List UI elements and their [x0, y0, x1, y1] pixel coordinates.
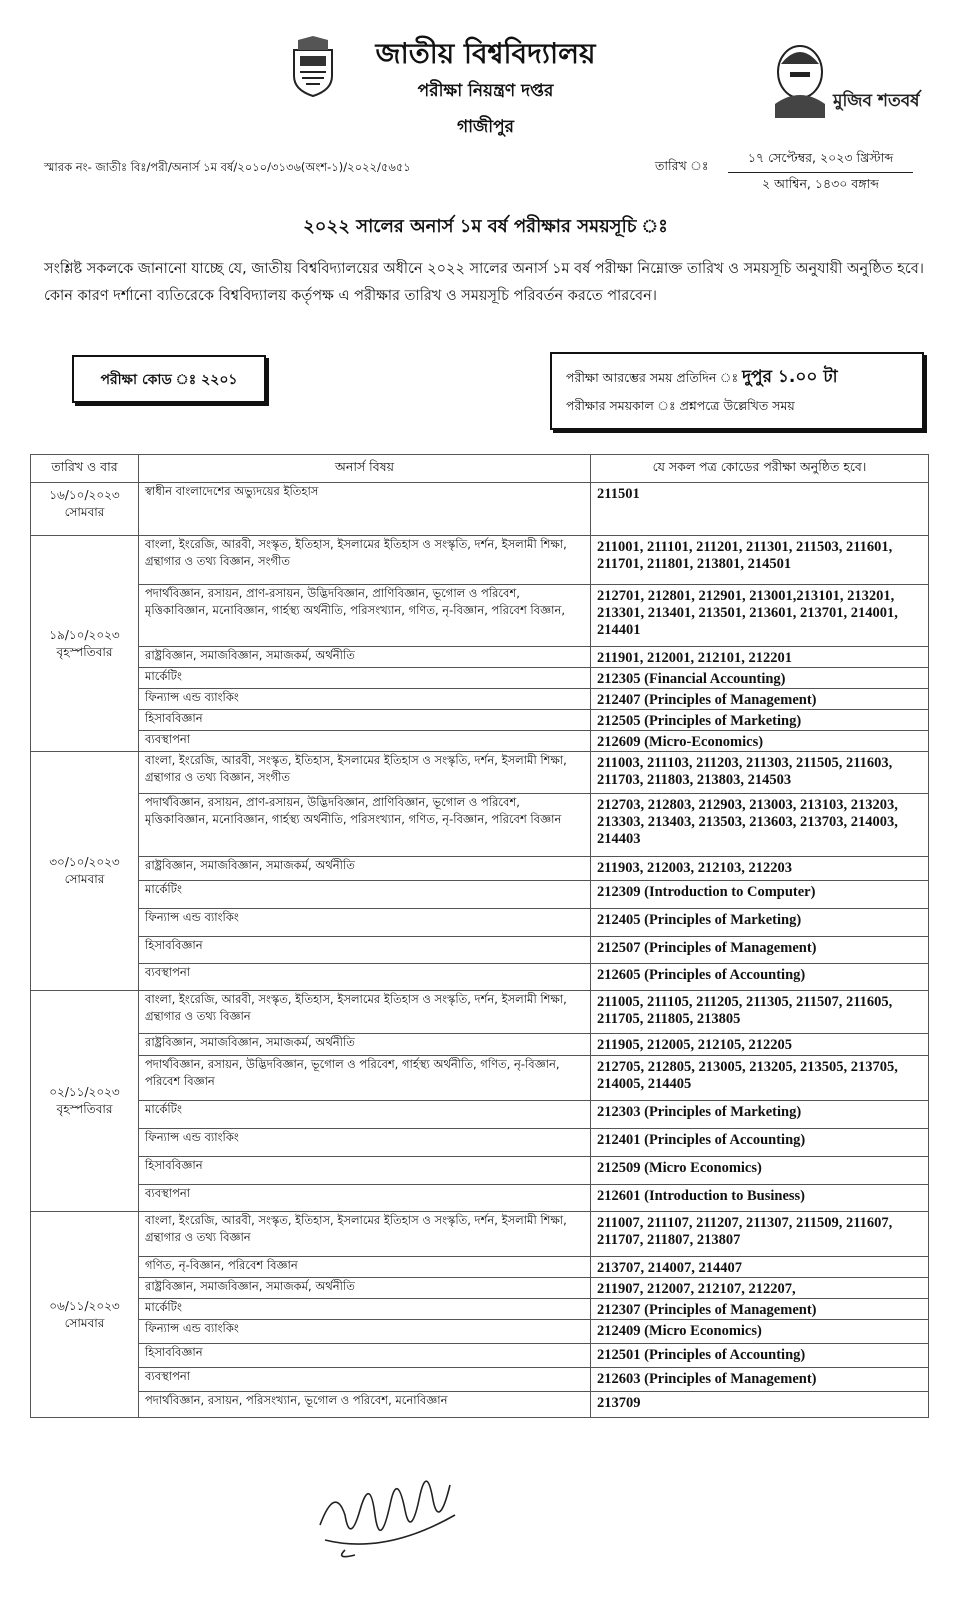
subject-cell: মার্কেটিং	[139, 668, 591, 689]
intro-paragraph: সংশ্লিষ্ট সকলকে জানানো যাচ্ছে যে, জাতীয় বিশ্ববিদ্যালয়ের অধীনে ২০২২ সালের অনার্স ১ম বর্ষ পরীক্ষা নিম্নোক্ত তারিখ ও সময়সূচি অনুযায়ী অনুষ্ঠিত হবে। কোন কারণ দর্শানো ব্যতিরেকে বিশ্ববিদ্যালয় কর্তৃপক্ষ এ পরীক্ষার তারিখ ও সময়সূচি পরিবর্তন করতে পারবেন।	[44, 261, 924, 304]
table-row	[31, 1101, 929, 1129]
subject-cell: পদার্থবিজ্ঞান, রসায়ন, উদ্ভিদবিজ্ঞান, ভূগোল ও পরিবেশ, গার্হস্থ্য অর্থনীতি, গণিত, নৃ-বিজ্ঞান, পরিবেশ বিজ্ঞান	[139, 1056, 591, 1101]
exam-day-cell	[31, 536, 139, 752]
paper-codes-cell: 212705, 212805, 213005, 213205, 213505, 213705, 214005, 214405	[591, 1056, 929, 1101]
paper-codes-cell: 212305 (Financial Accounting)	[591, 668, 929, 689]
subject-cell: বাংলা, ইংরেজি, আরবী, সংস্কৃত, ইতিহাস, ইসলামের ইতিহাস ও সংস্কৃতি, দর্শন, ইসলামী শিক্ষা, গ্রন্থাগার ও তথ্য বিজ্ঞান, সংগীত	[139, 752, 591, 794]
exam-day-cell	[31, 991, 139, 1212]
exam-date: ০৬/১১/২০২৩	[49, 1298, 120, 1313]
paper-codes-cell: 211003, 211103, 211203, 211303, 211505, 211603, 211703, 211803, 213803, 214503	[591, 752, 929, 794]
table-row	[31, 1034, 929, 1056]
start-time-label: পরীক্ষা আরম্ভের সময় প্রতিদিন ঃ	[566, 370, 739, 385]
table-row	[31, 1157, 929, 1185]
table-row	[31, 647, 929, 668]
table-row	[31, 585, 929, 647]
subject-cell: পদার্থবিজ্ঞান, রসায়ন, প্রাণ-রসায়ন, উদ্ভিদবিজ্ঞান, প্রাণিবিজ্ঞান, ভূগোল ও পরিবেশ, মৃত্তিকাবিজ্ঞান, মনোবিজ্ঞান, গার্হস্থ্য অর্থনীতি, পরিসংখ্যান, গণিত, নৃ-বিজ্ঞান, পরিবেশ বিজ্ঞান,	[139, 585, 591, 647]
table-row	[31, 794, 929, 857]
paper-codes-cell: 211001, 211101, 211201, 211301, 211503, 211601, 211701, 211801, 213801, 214501	[591, 536, 929, 585]
start-time-row	[566, 364, 838, 392]
paper-codes-cell: 212501 (Principles of Accounting)	[591, 1344, 929, 1368]
paper-codes-cell: 211901, 212001, 212101, 212201	[591, 647, 929, 668]
paper-codes-cell: 212407 (Principles of Management)	[591, 689, 929, 710]
subject-cell: মার্কেটিং	[139, 1299, 591, 1320]
paper-codes-cell: 212505 (Principles of Marketing)	[591, 710, 929, 731]
schedule-title: ২০২২ সালের অনার্স ১ম বর্ষ পরীক্ষার সময়সূচি ঃ	[303, 216, 668, 237]
subject-cell: হিসাববিজ্ঞান	[139, 937, 591, 964]
header-codes: যে সকল পত্র কোডের পরীক্ষা অনুষ্ঠিত হবে।	[591, 455, 929, 483]
table-row	[31, 1368, 929, 1392]
paper-codes-cell: 212605 (Principles of Accounting)	[591, 964, 929, 991]
signature	[315, 1455, 465, 1565]
table-row	[31, 1392, 929, 1418]
paper-codes-cell: 212601 (Introduction to Business)	[591, 1185, 929, 1212]
table-row	[31, 752, 929, 794]
paper-codes-cell: 212309 (Introduction to Computer)	[591, 881, 929, 909]
subject-cell: রাষ্ট্রবিজ্ঞান, সমাজবিজ্ঞান, সমাজকর্ম, অর্থনীতি	[139, 857, 591, 881]
paper-codes-cell: 211501	[591, 483, 929, 536]
paper-codes-cell: 212609 (Micro-Economics)	[591, 731, 929, 752]
table-row	[31, 1056, 929, 1101]
paper-codes-cell: 212701, 212801, 212901, 213001,213101, 213201, 213301, 213401, 213501, 213601, 213701, 214001, 214401	[591, 585, 929, 647]
subject-cell: ব্যবস্থাপনা	[139, 731, 591, 752]
exam-weekday: সোমবার	[64, 872, 105, 886]
table-row	[31, 909, 929, 937]
paper-codes-cell: 211905, 212005, 212105, 212205	[591, 1034, 929, 1056]
subject-cell: রাষ্ট্রবিজ্ঞান, সমাজবিজ্ঞান, সমাজকর্ম, অর্থনীতি	[139, 1278, 591, 1299]
exam-weekday: সোমবার	[64, 1315, 105, 1330]
exam-date: ৩০/১০/২০২৩	[49, 855, 120, 869]
subject-cell: ব্যবস্থাপনা	[139, 1185, 591, 1212]
date-gregorian: ১৭ সেপ্টেম্বর, ২০২৩ খ্রিস্টাব্দ	[728, 150, 913, 173]
exam-weekday: সোমবার	[64, 505, 105, 519]
subject-cell: ফিন্যান্স এন্ড ব্যাংকিং	[139, 909, 591, 937]
paper-codes-cell: 212507 (Principles of Management)	[591, 937, 929, 964]
table-row	[31, 731, 929, 752]
subject-cell: স্বাধীন বাংলাদেশের অভ্যুদয়ের ইতিহাস	[139, 483, 591, 536]
memo-number: স্মারক নং- জাতীঃ বিঃ/পরী/অনার্স ১ম বর্ষ/২০১০/৩১৩৬(অংশ-১)/২০২২/৫৬৫১	[44, 160, 411, 174]
header-subject: অনার্স বিষয়	[139, 455, 591, 483]
subject-cell: হিসাববিজ্ঞান	[139, 1344, 591, 1368]
exam-time-box	[550, 352, 924, 430]
table-row	[31, 710, 929, 731]
mujib-centenary-logo	[745, 34, 925, 118]
subject-cell: ব্যবস্থাপনা	[139, 1368, 591, 1392]
subject-cell: গণিত, নৃ-বিজ্ঞান, পরিবেশ বিজ্ঞান	[139, 1257, 591, 1278]
subject-cell: পদার্থবিজ্ঞান, রসায়ন, প্রাণ-রসায়ন, উদ্ভিদবিজ্ঞান, প্রাণিবিজ্ঞান, ভূগোল ও পরিবেশ, মৃত্তিকাবিজ্ঞান, মনোবিজ্ঞান, গার্হস্থ্য অর্থনীতি, পরিসংখ্যান, গণিত, নৃ-বিজ্ঞান, পরিবেশ বিজ্ঞান	[139, 794, 591, 857]
paper-codes-cell: 211903, 212003, 212103, 212203	[591, 857, 929, 881]
paper-codes-cell: 211907, 212007, 212107, 212207,	[591, 1278, 929, 1299]
table-row	[31, 689, 929, 710]
subject-cell: রাষ্ট্রবিজ্ঞান, সমাজবিজ্ঞান, সমাজকর্ম, অর্থনীতি	[139, 647, 591, 668]
table-row	[31, 881, 929, 909]
exam-date: ০২/১১/২০২৩	[49, 1085, 120, 1099]
exam-date: ১৬/১০/২০২৩	[49, 488, 120, 502]
table-row	[31, 857, 929, 881]
exam-weekday: বৃহস্পতিবার	[56, 1102, 113, 1116]
paper-codes-cell: 212303 (Principles of Marketing)	[591, 1101, 929, 1129]
table-header-row	[31, 455, 929, 483]
subject-cell: পদার্থবিজ্ঞান, রসায়ন, পরিসংখ্যান, ভূগোল ও পরিবেশ, মনোবিজ্ঞান	[139, 1392, 591, 1418]
exam-code-box	[72, 355, 266, 403]
table-row	[31, 1278, 929, 1299]
table-row	[31, 1129, 929, 1157]
table-row	[31, 1257, 929, 1278]
paper-codes-cell: 211007, 211107, 211207, 211307, 211509, 211607, 211707, 211807, 213807	[591, 1212, 929, 1257]
date-bengali: ২ আশ্বিন, ১৪৩০ বঙ্গাব্দ	[762, 176, 879, 191]
table-row	[31, 991, 929, 1034]
table-row	[31, 1185, 929, 1212]
exam-day-cell	[31, 483, 139, 536]
table-row	[31, 937, 929, 964]
schedule-table	[30, 454, 929, 1418]
paper-codes-cell: 212509 (Micro Economics)	[591, 1157, 929, 1185]
office-name: পরীক্ষা নিয়ন্ত্রণ দপ্তর	[417, 81, 554, 101]
subject-cell: মার্কেটিং	[139, 881, 591, 909]
exam-code: পরীক্ষা কোড ঃ ২২০১	[100, 372, 238, 388]
subject-cell: রাষ্ট্রবিজ্ঞান, সমাজবিজ্ঞান, সমাজকর্ম, অর্থনীতি	[139, 1034, 591, 1056]
table-row	[31, 668, 929, 689]
start-time-value: দুপুর ১.০০ টা	[742, 367, 838, 387]
svg-text:মুজিব শতবর্ষ: মুজিব শতবর্ষ	[833, 91, 920, 111]
paper-codes-cell: 212703, 212803, 212903, 213003, 213103, 213203, 213303, 213403, 213503, 213603, 213703, 214003, 214403	[591, 794, 929, 857]
table-row	[31, 536, 929, 585]
exam-day-cell	[31, 752, 139, 991]
paper-codes-cell: 212405 (Principles of Marketing)	[591, 909, 929, 937]
exam-date: ১৯/১০/২০২৩	[49, 627, 120, 642]
subject-cell: মার্কেটিং	[139, 1101, 591, 1129]
table-row	[31, 1299, 929, 1320]
table-row	[31, 1320, 929, 1344]
paper-codes-cell: 212401 (Principles of Accounting)	[591, 1129, 929, 1157]
subject-cell: ফিন্যান্স এন্ড ব্যাংকিং	[139, 1129, 591, 1157]
subject-cell: বাংলা, ইংরেজি, আরবী, সংস্কৃত, ইতিহাস, ইসলামের ইতিহাস ও সংস্কৃতি, দর্শন, ইসলামী শিক্ষা, গ্রন্থাগার ও তথ্য বিজ্ঞান, সংগীত	[139, 536, 591, 585]
city-name: গাজীপুর	[456, 117, 515, 137]
subject-cell: বাংলা, ইংরেজি, আরবী, সংস্কৃত, ইতিহাস, ইসলামের ইতিহাস ও সংস্কৃতি, দর্শন, ইসলামী শিক্ষা, গ্রন্থাগার ও তথ্য বিজ্ঞান	[139, 1212, 591, 1257]
table-row	[31, 1212, 929, 1257]
header-date: তারিখ ও বার	[31, 455, 139, 483]
paper-codes-cell: 213707, 214007, 214407	[591, 1257, 929, 1278]
table-row	[31, 964, 929, 991]
exam-day-cell	[31, 1212, 139, 1418]
exam-duration: পরীক্ষার সময়কাল ঃ প্রশ্নপত্রে উল্লেখিত সময়	[566, 398, 795, 413]
university-name: জাতীয় বিশ্ববিদ্যালয়	[375, 37, 596, 70]
paper-codes-cell: 212603 (Principles of Management)	[591, 1368, 929, 1392]
subject-cell: বাংলা, ইংরেজি, আরবী, সংস্কৃত, ইতিহাস, ইসলামের ইতিহাস ও সংস্কৃতি, দর্শন, ইসলামী শিক্ষা, গ্রন্থাগার ও তথ্য বিজ্ঞান	[139, 991, 591, 1034]
subject-cell: ফিন্যান্স এন্ড ব্যাংকিং	[139, 1320, 591, 1344]
exam-weekday: বৃহস্পতিবার	[56, 644, 113, 659]
paper-codes-cell: 213709	[591, 1392, 929, 1418]
paper-codes-cell: 212409 (Micro Economics)	[591, 1320, 929, 1344]
date-label: তারিখ ঃ	[655, 158, 709, 173]
paper-codes-cell: 212307 (Principles of Management)	[591, 1299, 929, 1320]
subject-cell: হিসাববিজ্ঞান	[139, 710, 591, 731]
paper-codes-cell: 211005, 211105, 211205, 211305, 211507, 211605, 211705, 211805, 213805	[591, 991, 929, 1034]
subject-cell: ফিন্যান্স এন্ড ব্যাংকিং	[139, 689, 591, 710]
table-row	[31, 1344, 929, 1368]
table-row	[31, 483, 929, 536]
subject-cell: হিসাববিজ্ঞান	[139, 1157, 591, 1185]
subject-cell: ব্যবস্থাপনা	[139, 964, 591, 991]
